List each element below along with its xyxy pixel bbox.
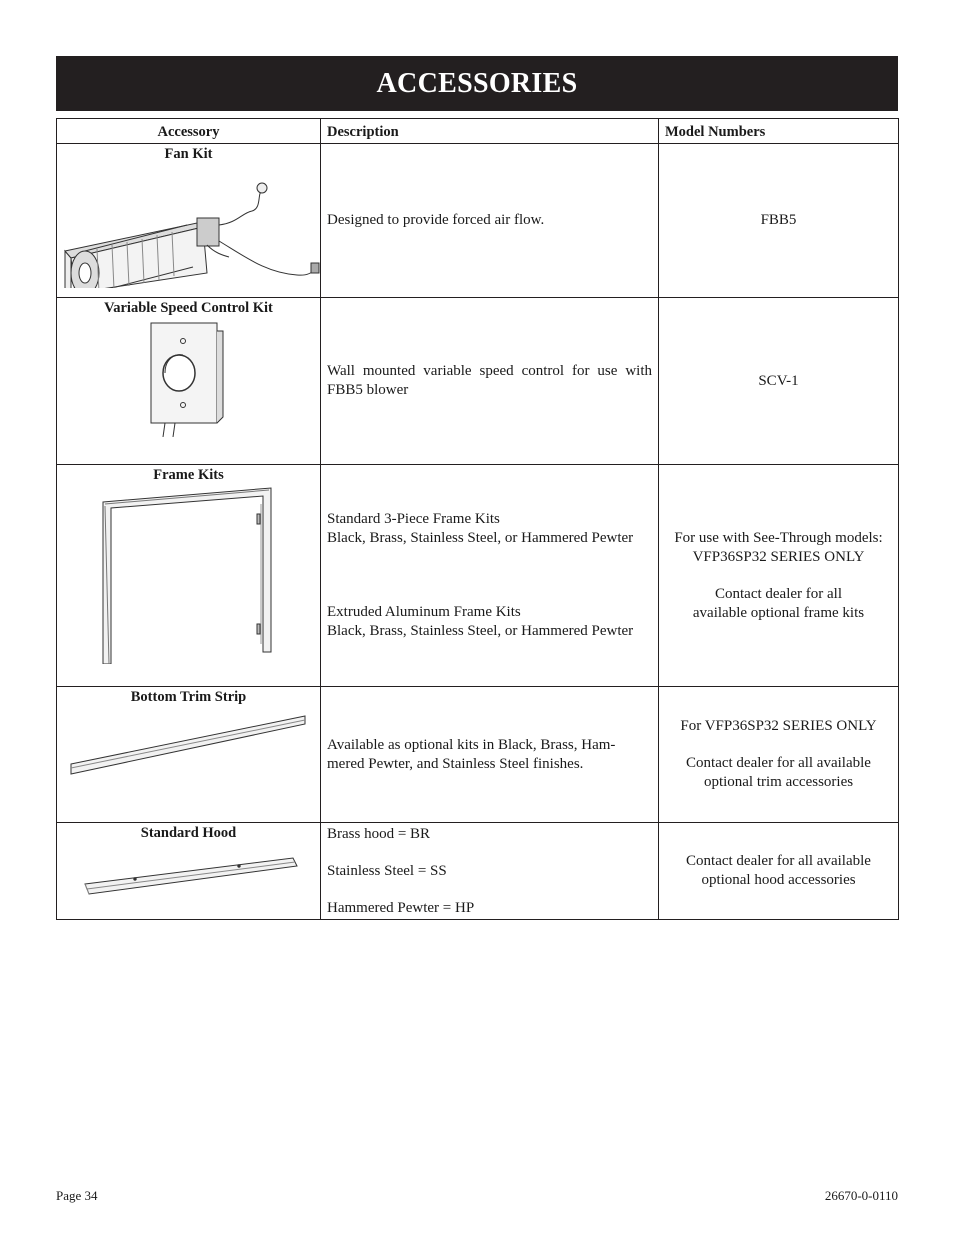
accessory-cell (57, 298, 321, 465)
model-line: optional trim accessories (703, 774, 854, 790)
title-banner (56, 56, 898, 111)
model-line: For VFP36SP32 SERIES ONLY (680, 718, 877, 734)
model-cell (659, 465, 899, 687)
accessory-name: Standard Hood (140, 825, 237, 841)
model-cell (659, 687, 899, 823)
model-cell (659, 298, 899, 465)
accessory-name: Bottom Trim Strip (130, 689, 247, 705)
blower-fan-icon (57, 163, 321, 288)
table-row (57, 144, 899, 298)
page-number: Page 34 (56, 1188, 98, 1203)
frame-kit-icon (57, 484, 321, 664)
accessory-cell (57, 823, 321, 920)
header-model-numbers: Model Numbers (659, 119, 899, 144)
description-cell (321, 823, 659, 920)
model-number: FBB5 (760, 212, 797, 228)
table-row (57, 823, 899, 920)
model-cell (659, 144, 899, 298)
accessory-cell (57, 144, 321, 298)
trim-strip-icon (57, 706, 321, 796)
model-line: Contact dealer for all available optional frame kits (692, 585, 865, 621)
table-row (57, 687, 899, 823)
description-line: mered Pewter, and Stainless Steel finishes. (327, 755, 584, 772)
hood-icon (57, 842, 321, 902)
table-row (57, 465, 899, 687)
table-row (57, 298, 899, 465)
speed-control-switch-icon (57, 317, 321, 437)
accessory-name: Variable Speed Control Kit (104, 300, 273, 316)
model-line: For use with See-Through models: (674, 529, 883, 546)
description-line: Black, Brass, Stainless Steel, or Hammered Pewter (327, 623, 634, 639)
description-line: Standard 3-Piece Frame Kits (327, 511, 500, 527)
description-cell (321, 687, 659, 823)
table-header-row (57, 119, 899, 144)
model-line: Contact dealer for all available (686, 755, 871, 771)
description-line: Brass hood = BR (327, 826, 431, 842)
header-accessory: Accessory (57, 119, 321, 144)
model-number: SCV-1 (758, 372, 799, 389)
model-line: VFP36SP32 SERIES ONLY (692, 548, 865, 565)
header-description: Description (321, 119, 659, 144)
accessory-name: Frame Kits (153, 467, 224, 483)
model-line: Contact dealer for all available (686, 853, 871, 869)
document-number: 26670-0-0110 (824, 1188, 898, 1203)
description-line: Available as optional kits in Black, Brass, Ham- (327, 736, 616, 753)
description-line: Stainless Steel = SS (327, 863, 447, 879)
accessory-name: Fan Kit (164, 146, 213, 162)
description-line: Extruded Aluminum Frame Kits (327, 604, 521, 620)
model-cell (659, 823, 899, 920)
model-line: optional hood accessories (701, 872, 856, 888)
description-cell (321, 144, 659, 298)
description-text: Wall mounted variable speed control for use with FBB5 blower (327, 363, 652, 398)
page-title: ACCESSORIES (376, 67, 578, 99)
description-text: Designed to provide forced air flow. (327, 212, 545, 228)
accessories-table (56, 118, 899, 920)
description-cell (321, 298, 659, 465)
description-cell (321, 465, 659, 687)
accessory-cell (57, 465, 321, 687)
description-line: Black, Brass, Stainless Steel, or Hammered Pewter (327, 530, 634, 546)
description-line: Hammered Pewter = HP (327, 900, 475, 916)
accessory-cell (57, 687, 321, 823)
